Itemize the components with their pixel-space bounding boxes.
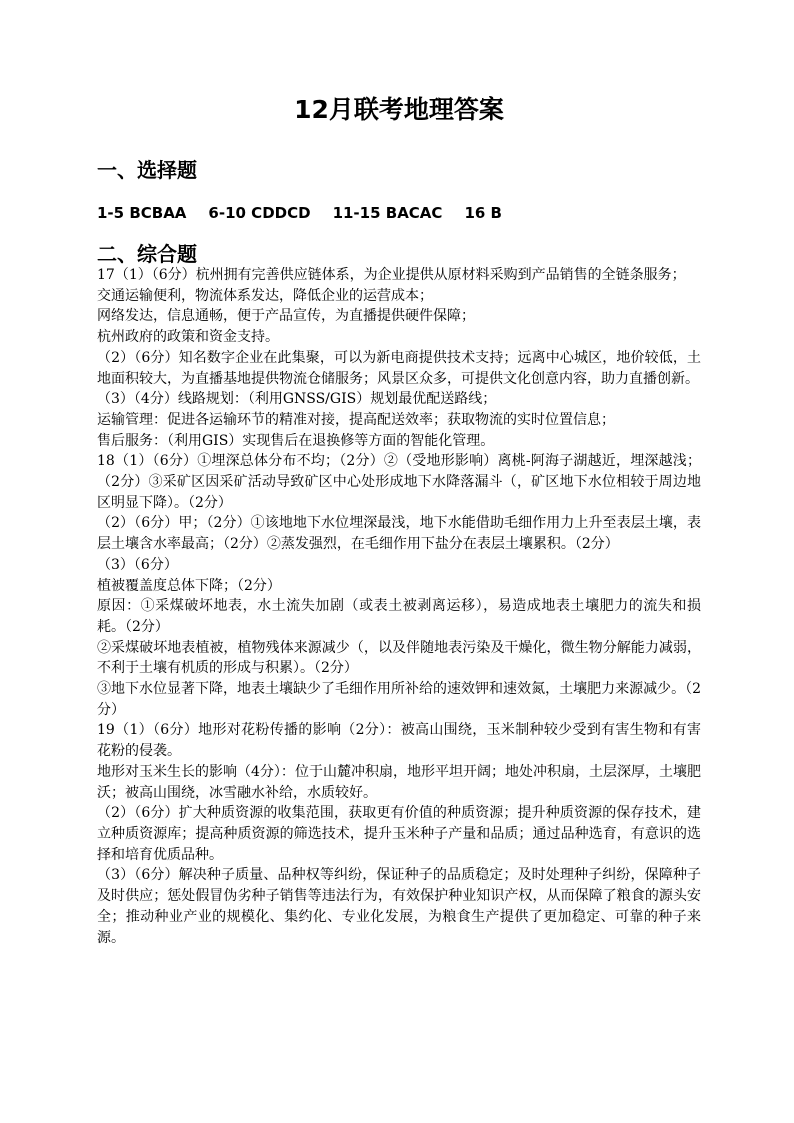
answer-paragraph: （2）（6分）知名数字企业在此集聚，可以为新电商提供技术支持；远离中心城区，地价较低，土地面积较大，为直播基地提供物流仓储服务；风景区众多，可提供文化创意内容，助力直播创新。	[97, 349, 701, 387]
answer-paragraph: 植被覆盖度总体下降；（2分）	[97, 577, 281, 594]
answer-paragraph: 原因：①采煤破坏地表，水土流失加剧（或表土被剥离运移），易造成地表土壤肥力的流失和损耗。（2分）	[97, 598, 701, 635]
answer-paragraph: 地形对玉米生长的影响（4分）：位于山麓冲积扇，地形平坦开阔；地处冲积扇，土层深厚，土壤肥沃；被高山围绕，冰雪融水补给，水质较好。	[97, 763, 701, 801]
page-title: 12月联考地理答案	[294, 95, 504, 124]
comprehensive-answers	[97, 265, 701, 948]
answer-paragraph: （3）（6分）解决种子质量、品种权等纠纷，保证种子的品质稳定；及时处理种子纠纷，保障种子及时供应；惩处假冒伪劣种子销售等违法行为，有效保护种业知识产权，从而保障了粮食的源头安全；推动种业产业的规模化、集约化、专业化发展，为粮食生产提供了更加稳定、可靠的种子来源。	[97, 867, 701, 946]
multiple-choice-answers	[97, 201, 502, 225]
answer-group: 1-5 BCBAA	[97, 204, 187, 222]
answer-paragraph: （3）（4分）线路规划：（利用GNSS/GIS）规划最优配送路线；	[97, 391, 497, 408]
section-heading-comprehensive: 二、综合题	[97, 242, 197, 266]
answer-group: 6-10 CDDCD	[208, 204, 311, 222]
answer-paragraph: 18（1）（6分）①埋深总体分布不均；（2分）②（受地形影响）离桃-阿海子湖越近，埋深越浅；（2分）③采矿区因采矿活动导致矿区中心处形成地下水降落漏斗（，矿区地下水位相较于周边地区明显下降）。（2分）	[97, 453, 701, 511]
answer-paragraph: ②采煤破坏地表植被，植物残体来源减少（，以及伴随地表污染及干燥化，微生物分解能力减弱，不利于土壤有机质的形成与积累）。（2分）	[97, 639, 701, 677]
answer-paragraph: 运输管理：促进各运输环节的精准对接，提高配送效率；获取物流的实时位置信息；	[97, 411, 615, 428]
answer-paragraph: ③地下水位显著下降，地表土壤缺少了毛细作用所补给的速效钾和速效氮，土壤肥力来源减少。（2分）	[97, 681, 701, 718]
answer-paragraph: 杭州政府的政策和资金支持。	[97, 329, 279, 346]
answer-paragraph: 17（1）（6分）杭州拥有完善供应链体系，为企业提供从原材料采购到产品销售的全链条服务；	[97, 267, 686, 283]
answer-paragraph: （2）（6分）甲；（2分）①该地地下水位埋深最浅，地下水能借助毛细作用力上升至表层土壤，表层土壤含水率最高；（2分）②蒸发强烈，在毛细作用下盐分在表层土壤累积。（2分）	[97, 515, 701, 553]
answer-paragraph: （3）（6分）	[97, 556, 178, 573]
answer-group: 16 B	[464, 204, 502, 222]
answer-paragraph: 19（1）（6分）地形对花粉传播的影响（2分）：被高山围绕，玉米制种较少受到有害生物和有害花粉的侵袭。	[97, 722, 701, 760]
answer-paragraph: 售后服务：（利用GIS）实现售后在退换修等方面的智能化管理。	[97, 432, 495, 449]
answer-paragraph: （2）（6分）扩大种质资源的收集范围，获取更有价值的种质资源；提升种质资源的保存技术，建立种质资源库；提高种质资源的筛选技术，提升玉米种子产量和品质；通过品种选育，有意识的选择和培育优质品种。	[97, 805, 701, 863]
section-heading-multiple-choice: 一、选择题	[97, 158, 197, 182]
answer-paragraph: 交通运输便利，物流体系发达，降低企业的运营成本；	[97, 287, 433, 304]
answer-group: 11-15 BACAC	[332, 204, 443, 222]
answer-paragraph: 网络发达，信息通畅，便于产品宣传，为直播提供硬件保障；	[97, 308, 475, 325]
